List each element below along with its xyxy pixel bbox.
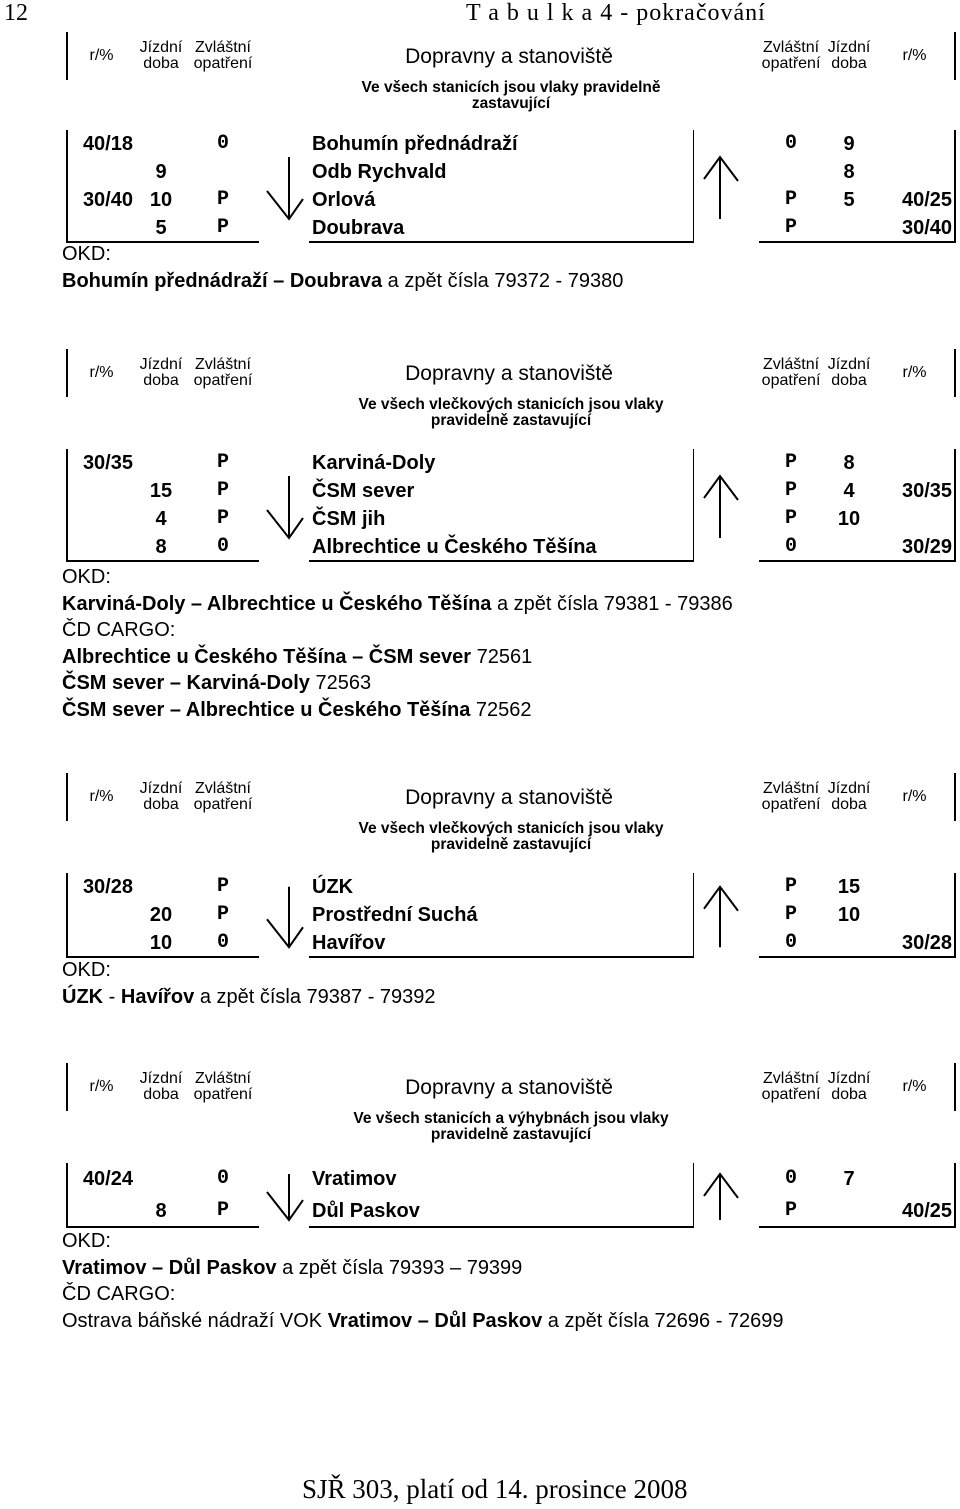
rp-right: 40/25 bbox=[875, 1195, 955, 1227]
note-text: a zpět čísla 79393 – 79399 bbox=[276, 1256, 523, 1279]
table-row bbox=[67, 873, 955, 901]
header-stations: Dopravny a stanoviště bbox=[405, 361, 613, 385]
note-line bbox=[62, 617, 733, 644]
direction-up-arrow-cell bbox=[693, 1163, 759, 1227]
note-text: OKD: bbox=[62, 959, 111, 981]
zvlastni-opatreni-left: P bbox=[216, 188, 229, 211]
rp-right bbox=[875, 130, 955, 158]
rp-right bbox=[875, 873, 955, 901]
note-text: Důl Paskov bbox=[168, 1256, 277, 1279]
jizdni-doba-right: 8 bbox=[843, 161, 855, 183]
note-text: OKD: bbox=[62, 566, 111, 588]
zvlastni-opatreni-right: 0 bbox=[785, 132, 798, 155]
note-line bbox=[62, 1255, 784, 1282]
timetable-block-4 bbox=[66, 1063, 954, 1228]
note-line bbox=[62, 644, 733, 671]
note-text: – bbox=[146, 1256, 169, 1279]
page-number: 12 bbox=[4, 0, 28, 26]
note-line bbox=[62, 564, 733, 591]
header-jizdni-doba-right: Jízdní doba bbox=[827, 1070, 871, 1103]
jizdni-doba-right: 8 bbox=[843, 452, 855, 474]
zvlastni-opatreni-left: 0 bbox=[187, 533, 259, 561]
note-text: 72561 bbox=[471, 645, 533, 668]
zvlastni-opatreni-right: 0 bbox=[759, 533, 823, 561]
down-arrow-icon bbox=[259, 1163, 309, 1227]
station-name: ÚZK bbox=[312, 876, 354, 898]
rp-left: 30/35 bbox=[67, 449, 135, 477]
station-name: Doubrava bbox=[309, 214, 693, 242]
zvlastni-opatreni-left: 0 bbox=[187, 929, 259, 957]
header-zvlastni-opatreni-right: Zvláštní opatření bbox=[761, 356, 821, 389]
direction-down-arrow-cell bbox=[259, 130, 309, 242]
zvlastni-opatreni-left: 0 bbox=[216, 132, 229, 155]
station-table bbox=[66, 773, 956, 958]
rp-right: 30/28 bbox=[875, 929, 955, 957]
header-jizdni-doba-left: Jízdní doba bbox=[139, 1070, 183, 1103]
rp-left: 40/24 bbox=[67, 1163, 135, 1195]
header-rp-left: r/% bbox=[67, 773, 135, 821]
table-row bbox=[67, 130, 955, 158]
table-row bbox=[67, 929, 955, 957]
table-row bbox=[67, 901, 955, 929]
header-rp-left: r/% bbox=[67, 32, 135, 80]
zvlastni-opatreni-left bbox=[187, 158, 259, 186]
header-rp-right: r/% bbox=[875, 1063, 955, 1111]
rp-left bbox=[67, 214, 135, 242]
up-arrow-icon bbox=[694, 130, 760, 242]
station-name: Orlová bbox=[312, 189, 376, 211]
note-line bbox=[62, 268, 623, 295]
note-text: – bbox=[185, 592, 207, 615]
station-name: Bohumín přednádraží bbox=[312, 133, 518, 155]
table-row bbox=[67, 1163, 955, 1195]
rp-left: 30/28 bbox=[67, 873, 135, 901]
header-zvlastni-opatreni-right: Zvláštní opatření bbox=[761, 39, 821, 72]
subtitle-row bbox=[67, 821, 955, 873]
zvlastni-opatreni-right: 0 bbox=[759, 929, 823, 957]
zvlastni-opatreni-left: P bbox=[216, 875, 229, 898]
rp-left: 30/40 bbox=[67, 186, 135, 214]
rp-right: 40/25 bbox=[875, 186, 955, 214]
jizdni-doba-right: 4 bbox=[843, 480, 855, 502]
note-text: Albrechtice u Českého Těšína bbox=[62, 645, 347, 668]
station-name: ČSM sever bbox=[312, 480, 415, 502]
up-arrow-icon bbox=[694, 873, 760, 957]
timetable-block-3 bbox=[66, 773, 954, 958]
carrier-notes bbox=[62, 1228, 784, 1334]
zvlastni-opatreni-left: P bbox=[187, 214, 259, 242]
direction-up-arrow-cell bbox=[693, 130, 759, 242]
note-text: ČSM sever bbox=[62, 672, 165, 694]
jizdni-doba-right: 15 bbox=[837, 876, 861, 898]
zvlastni-opatreni-right: P bbox=[785, 188, 798, 211]
rp-right bbox=[875, 1163, 955, 1195]
page-title: T a b u l k a 4 - pokračování bbox=[466, 0, 766, 26]
note-text: Havířov bbox=[120, 985, 195, 1008]
zvlastni-opatreni-left: P bbox=[216, 451, 229, 474]
page-footer: SJŘ 303, platí od 14. prosince 2008 bbox=[302, 1474, 688, 1504]
timetable-block-2 bbox=[66, 349, 954, 562]
zvlastni-opatreni-right: P bbox=[759, 214, 823, 242]
stopping-note: Ve všech vlečkových stanicích jsou vlaky pravidelně zastavující bbox=[358, 396, 664, 429]
note-line bbox=[62, 670, 733, 697]
note-text: – bbox=[412, 1309, 435, 1332]
note-text: ČSM sever bbox=[62, 698, 165, 721]
jizdni-doba-right bbox=[823, 929, 875, 957]
note-text: a zpět čísla 79372 - 79380 bbox=[382, 269, 624, 292]
rp-right bbox=[875, 158, 955, 186]
subtitle-row bbox=[67, 80, 955, 130]
header-jizdni-doba-left: Jízdní doba bbox=[139, 356, 183, 389]
note-text: Karviná-Doly bbox=[62, 592, 186, 615]
header-jizdni-doba-right: Jízdní doba bbox=[827, 39, 871, 72]
jizdni-doba-right bbox=[823, 214, 875, 242]
station-table bbox=[66, 1063, 956, 1228]
zvlastni-opatreni-left: P bbox=[216, 507, 229, 530]
stopping-note: Ve všech vlečkových stanicích jsou vlaky pravidelně zastavující bbox=[358, 820, 664, 853]
zvlastni-opatreni-right: P bbox=[759, 1195, 823, 1227]
zvlastni-opatreni-left: P bbox=[216, 903, 229, 926]
note-text: a zpět čísla 79387 - 79392 bbox=[194, 985, 436, 1008]
direction-down-arrow-cell bbox=[259, 873, 309, 957]
note-text: 72562 bbox=[470, 698, 532, 721]
station-table bbox=[66, 349, 956, 562]
note-text: OKD: bbox=[62, 243, 111, 265]
direction-up-arrow-cell bbox=[693, 873, 759, 957]
note-text: ČSM sever bbox=[368, 645, 472, 668]
jizdni-doba-right bbox=[823, 1195, 875, 1227]
header-rp-left: r/% bbox=[67, 1063, 135, 1111]
note-line bbox=[62, 1281, 784, 1308]
jizdni-doba-right: 7 bbox=[843, 1168, 855, 1190]
subtitle-row bbox=[67, 1111, 955, 1163]
carrier-notes bbox=[62, 241, 623, 294]
note-text: ČD CARGO: bbox=[62, 619, 176, 641]
table-row bbox=[67, 186, 955, 214]
table-row bbox=[67, 1195, 955, 1227]
timetable-block-1 bbox=[66, 32, 954, 243]
station-name: Karviná-Doly bbox=[312, 452, 436, 474]
header-row bbox=[67, 773, 955, 821]
rp-right bbox=[875, 449, 955, 477]
rp-right bbox=[875, 901, 955, 929]
jizdni-doba-left: 5 bbox=[135, 214, 187, 242]
note-text: a zpět čísla 72696 - 72699 bbox=[542, 1309, 784, 1332]
rp-left bbox=[67, 1195, 135, 1227]
header-row bbox=[67, 349, 955, 397]
table-row bbox=[67, 449, 955, 477]
down-arrow-icon bbox=[259, 130, 309, 242]
table-row bbox=[67, 477, 955, 505]
rp-left bbox=[67, 533, 135, 561]
station-name: Důl Paskov bbox=[309, 1195, 693, 1227]
header-jizdni-doba-right: Jízdní doba bbox=[827, 780, 871, 813]
station-name: Odb Rychvald bbox=[312, 161, 447, 183]
stopping-note: Ve všech stanicích a výhybnách jsou vlaky pravidelně zastavující bbox=[353, 1110, 669, 1143]
direction-up-arrow-cell bbox=[693, 449, 759, 561]
zvlastni-opatreni-right: P bbox=[785, 451, 798, 474]
table-row bbox=[67, 533, 955, 561]
header-rp-left: r/% bbox=[67, 349, 135, 397]
jizdni-doba-left: 4 bbox=[155, 508, 167, 530]
header-zvlastni-opatreni-left: Zvláštní opatření bbox=[193, 356, 253, 389]
rp-left bbox=[67, 929, 135, 957]
header-rp-right: r/% bbox=[875, 32, 955, 80]
jizdni-doba-left: 20 bbox=[149, 904, 173, 926]
jizdni-doba-left bbox=[135, 873, 187, 901]
carrier-notes bbox=[62, 957, 436, 1010]
jizdni-doba-left: 8 bbox=[135, 533, 187, 561]
note-line bbox=[62, 241, 623, 268]
rp-left bbox=[67, 477, 135, 505]
zvlastni-opatreni-left: P bbox=[216, 479, 229, 502]
rp-left bbox=[67, 901, 135, 929]
note-text: OKD: bbox=[62, 1230, 111, 1252]
zvlastni-opatreni-right: P bbox=[785, 479, 798, 502]
station-name: ČSM jih bbox=[312, 508, 386, 530]
zvlastni-opatreni-left: 0 bbox=[216, 1167, 229, 1190]
down-arrow-icon bbox=[259, 449, 309, 561]
note-text: Ostrava báňské nádraží VOK bbox=[62, 1309, 328, 1332]
header-zvlastni-opatreni-right: Zvláštní opatření bbox=[761, 780, 821, 813]
table-row bbox=[67, 158, 955, 186]
note-text: Albrechtice u Českého Těšína bbox=[206, 592, 492, 615]
note-text: ÚZK bbox=[62, 985, 104, 1008]
note-line bbox=[62, 591, 733, 618]
header-stations: Dopravny a stanoviště bbox=[405, 44, 613, 68]
table-row bbox=[67, 214, 955, 242]
jizdni-doba-left bbox=[135, 1163, 187, 1195]
jizdni-doba-right: 10 bbox=[837, 508, 861, 530]
direction-down-arrow-cell bbox=[259, 1163, 309, 1227]
jizdni-doba-right bbox=[823, 533, 875, 561]
station-table bbox=[66, 32, 956, 243]
direction-down-arrow-cell bbox=[259, 449, 309, 561]
note-text: Vratimov bbox=[62, 1256, 147, 1279]
note-text: Albrechtice u Českého Těšína bbox=[185, 698, 471, 721]
note-text: Bohumín přednádraží bbox=[62, 269, 268, 292]
zvlastni-opatreni-right: P bbox=[785, 903, 798, 926]
zvlastni-opatreni-right: P bbox=[785, 875, 798, 898]
header-zvlastni-opatreni-left: Zvláštní opatření bbox=[193, 1070, 253, 1103]
header-zvlastni-opatreni-right: Zvláštní opatření bbox=[761, 1070, 821, 1103]
note-text: – bbox=[164, 672, 187, 694]
table-row bbox=[67, 505, 955, 533]
header-row bbox=[67, 32, 955, 80]
down-arrow-icon bbox=[259, 873, 309, 957]
rp-left: 40/18 bbox=[67, 130, 135, 158]
note-text: Doubrava bbox=[289, 269, 383, 292]
note-line bbox=[62, 984, 436, 1011]
rp-left bbox=[67, 158, 135, 186]
header-zvlastni-opatreni-left: Zvláštní opatření bbox=[193, 780, 253, 813]
station-name: Havířov bbox=[309, 929, 693, 957]
subtitle-row bbox=[67, 397, 955, 449]
jizdni-doba-left: 10 bbox=[149, 189, 173, 211]
rp-right: 30/40 bbox=[875, 214, 955, 242]
header-row bbox=[67, 1063, 955, 1111]
note-text: - bbox=[103, 985, 121, 1008]
rp-right bbox=[875, 505, 955, 533]
zvlastni-opatreni-right: P bbox=[785, 507, 798, 530]
jizdni-doba-right: 9 bbox=[843, 133, 855, 155]
stopping-note: Ve všech stanicích jsou vlaky pravidelně zastavující bbox=[361, 79, 661, 112]
note-text: Důl Paskov bbox=[434, 1309, 543, 1332]
jizdni-doba-left: 10 bbox=[135, 929, 187, 957]
up-arrow-icon bbox=[694, 449, 760, 561]
jizdni-doba-left bbox=[135, 130, 187, 158]
header-rp-right: r/% bbox=[875, 349, 955, 397]
rp-left bbox=[67, 505, 135, 533]
header-zvlastni-opatreni-left: Zvláštní opatření bbox=[193, 39, 253, 72]
header-jizdni-doba-left: Jízdní doba bbox=[139, 780, 183, 813]
note-line bbox=[62, 1308, 784, 1335]
note-line bbox=[62, 697, 733, 724]
zvlastni-opatreni-right bbox=[759, 158, 823, 186]
station-name: Prostřední Suchá bbox=[312, 904, 478, 926]
note-text: Karviná-Doly bbox=[186, 672, 310, 694]
header-jizdni-doba-left: Jízdní doba bbox=[139, 39, 183, 72]
note-text: ČD CARGO: bbox=[62, 1283, 176, 1305]
header-stations: Dopravny a stanoviště bbox=[405, 1075, 613, 1099]
note-line bbox=[62, 1228, 784, 1255]
jizdni-doba-left: 9 bbox=[155, 161, 167, 183]
rp-right: 30/35 bbox=[875, 477, 955, 505]
note-text: – bbox=[267, 269, 290, 292]
rp-right: 30/29 bbox=[875, 533, 955, 561]
note-text: 72563 bbox=[309, 672, 372, 694]
zvlastni-opatreni-right: 0 bbox=[785, 1167, 798, 1190]
zvlastni-opatreni-left: P bbox=[187, 1195, 259, 1227]
station-name: Vratimov bbox=[312, 1168, 397, 1190]
jizdni-doba-right: 5 bbox=[843, 189, 855, 211]
header-rp-right: r/% bbox=[875, 773, 955, 821]
header-jizdni-doba-right: Jízdní doba bbox=[827, 356, 871, 389]
header-stations: Dopravny a stanoviště bbox=[405, 785, 613, 809]
jizdni-doba-left bbox=[135, 449, 187, 477]
note-line bbox=[62, 957, 436, 984]
jizdni-doba-left: 8 bbox=[135, 1195, 187, 1227]
note-text: – bbox=[164, 698, 186, 721]
station-name: Albrechtice u Českého Těšína bbox=[309, 533, 693, 561]
jizdni-doba-left: 15 bbox=[149, 480, 173, 502]
note-text: a zpět čísla 79381 - 79386 bbox=[491, 592, 733, 615]
up-arrow-icon bbox=[694, 1163, 760, 1227]
note-text: – bbox=[346, 645, 369, 668]
jizdni-doba-right: 10 bbox=[837, 904, 861, 926]
carrier-notes bbox=[62, 564, 733, 723]
note-text: Vratimov bbox=[327, 1309, 413, 1332]
